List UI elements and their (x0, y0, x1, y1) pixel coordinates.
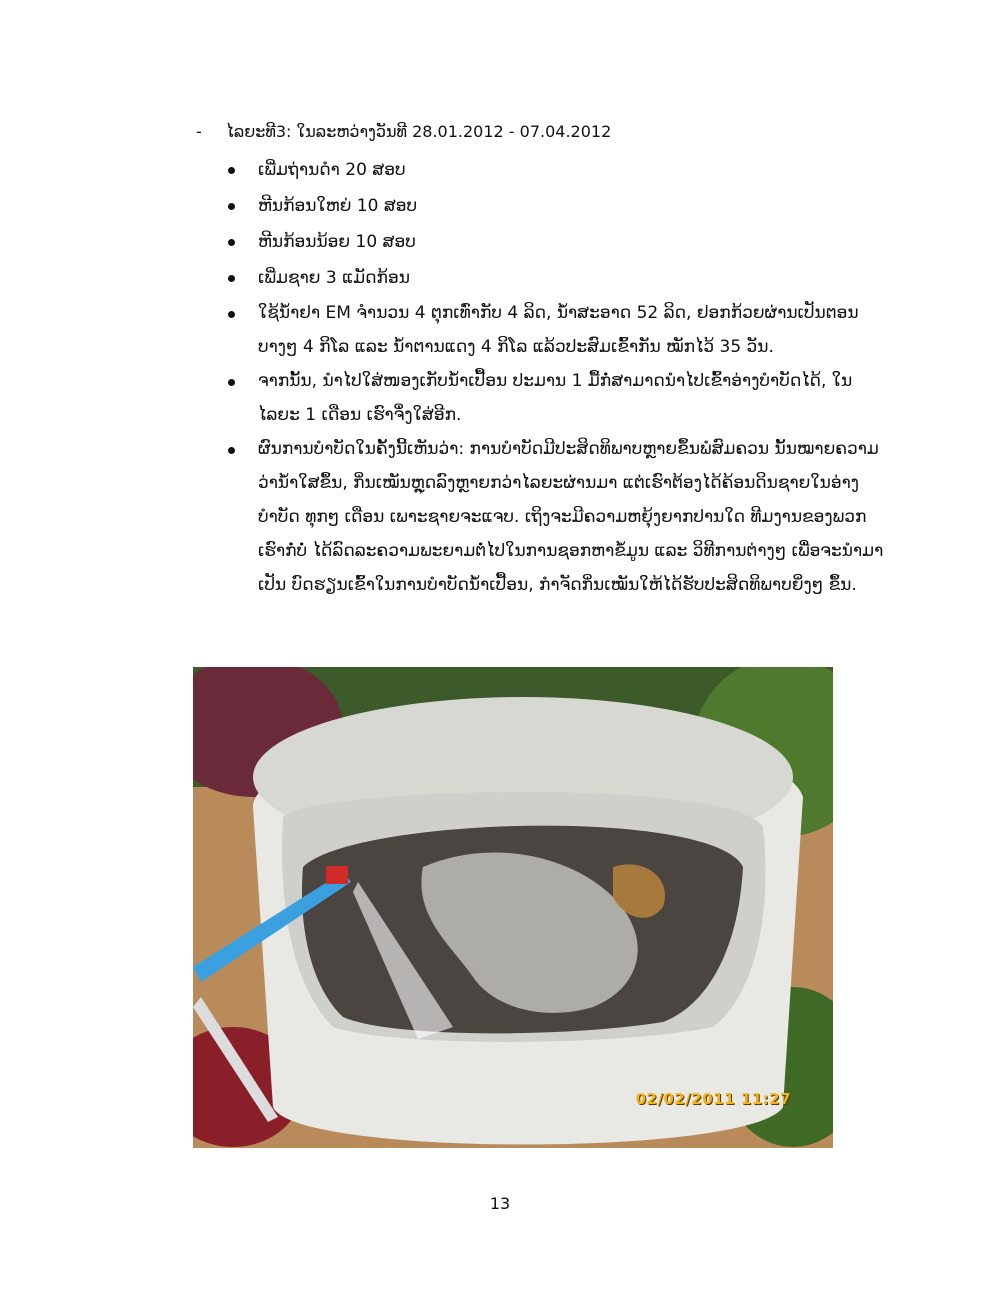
list-item (224, 152, 888, 188)
page-number: 13 (489, 1194, 511, 1213)
tank-photo (193, 667, 833, 1148)
list-item (224, 364, 888, 432)
list-item-text: ຫີນກ້ອນໃຫຍ່ 10 ສອບ (258, 196, 418, 216)
bullet-icon (228, 275, 235, 282)
photo-timestamp: 02/02/2011 11:27 (635, 1090, 791, 1108)
list-item-text: ເພີ່ມຊາຍ 3 ແມັດກ້ອນ (258, 268, 410, 288)
list-item (224, 432, 888, 602)
list-item (224, 224, 888, 260)
bullet-list (224, 152, 888, 602)
list-item (224, 188, 888, 224)
list-item-text: ເພີ່ມຖ່ານດຳ 20 ສອບ (258, 160, 406, 180)
bullet-icon (228, 239, 235, 246)
list-item-text: ຜົນການບຳບັດໃນຄັ້ງນີ້ເຫັນວ່າ: ການບຳບັດມີປະສິດທິພາບຫຼາຍຂຶ້ນພໍສົມຄວນ ນັ້ນໝາຍຄວາມ ວ່ານ້ຳໃສຂຶ້ນ, ກິ່ນເໝັນຫຼຸດລົງຫຼາຍກວ່າໄລຍະຜ່ານມາ ແຕ່ເຮົາຕ້ອງໄດ້ຄ້ອນດິນຊາຍໃນອ່າງບຳບັດ ທຸກໆ ເດືອນ ເພາະຊາຍຈະແຈບ. ເຖິງຈະມີຄວາມຫຍຸ້ງຍາກປານໃດ ທີມງານຂອງພວກເຮົາກໍ່ບໍ່ ໄດ້ລົດລະຄວາມພະຍາມຕໍ່ໄປໃນການຊອກຫາຂໍ້ມູນ ແລະ ວິທີການຕ່າງໆ ເພື່ອຈະນຳມາເປັນ ບົດຮຽນເຂົ້າໃນການບຳບັດນ້ຳເປື້ອນ, ກຳຈັດກິ່ນເໝັນໃຫ້ໄດ້ຮັບປະສິດທິພາບຍິ່ງໆ ຂຶ້ນ. (258, 439, 884, 595)
list-item (224, 260, 888, 296)
bullet-icon (228, 203, 235, 210)
bullet-icon (228, 311, 235, 318)
tank-illustration (193, 667, 833, 1148)
bullet-icon (228, 379, 235, 386)
period-text: ໄລຍະທີ3: ໃນລະຫວ່າງວັນທີ 28.01.2012 - 07.04.2012 (226, 122, 612, 141)
list-item-text: ໃຊ້ນ້ຳຢາ EM ຈຳນວນ 4 ຕຸກເທົ່າກັບ 4 ລິດ, ນ້ຳສະອາດ 52 ລິດ, ຢອກກ້ວຍຜ່ານເປັນຕອນ ບາງໆ 4 ກິໂລ ແລະ ນ້ຳຕານແດງ 4 ກິໂລ ແລ້ວປະສົມເຂົ້າກັນ ໝັກໄວ້ 35 ວັນ. (258, 303, 859, 357)
list-item (224, 296, 888, 364)
dash-marker: - (196, 122, 202, 141)
bullet-icon (228, 447, 235, 454)
list-item-text: ຫີນກ້ອນນ້ອຍ 10 ສອບ (258, 232, 416, 252)
bullet-icon (228, 167, 235, 174)
list-item-text: ຈາກນັ້ນ, ນຳໄປໃສ່ໜອງເກັບນ້ຳເປື້ອນ ປະມານ 1 ມື້ກໍ່ສາມາດນຳໄປເຂົ້າອ່າງບຳບັດໄດ້, ໃນໄລຍະ 1 ເດືອນ ເຮົາຈຶ່ງໃສ່ອີກ. (258, 371, 853, 425)
